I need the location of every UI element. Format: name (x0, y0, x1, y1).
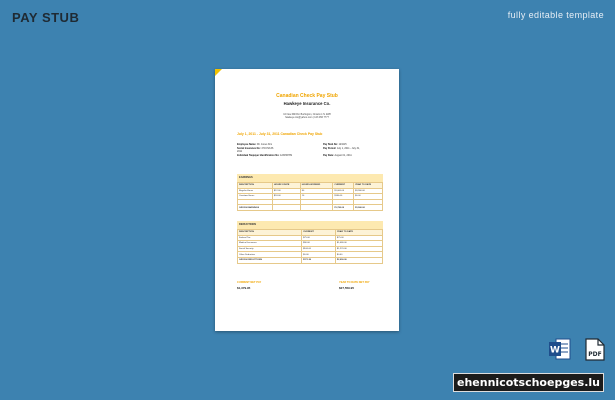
table-cell: $0.00 (335, 252, 382, 258)
info-row: Individual Taxpayer Identification No: 123456789 (237, 153, 292, 157)
table-cell: $1,080.00 (335, 241, 382, 247)
table-cell (300, 205, 333, 211)
table-cell: $371.26 (302, 257, 336, 263)
header-subtitle: fully editable template (507, 10, 604, 20)
table-cell: 80 (300, 188, 333, 194)
current-net-pay-label: CURRENT NET PAY (237, 281, 262, 284)
employee-info (237, 143, 292, 157)
pay-period-title: July 1, 2011 - July 31, 2011 Canadian Check Pay Stub (237, 132, 323, 136)
column-header: HOURS WORKED (300, 183, 333, 189)
ytd-net-pay-label: YEAR TO DATE NET PAY (339, 281, 370, 284)
column-header: YEAR TO DATE (335, 230, 382, 236)
info-row: Pay Date: August 01, 2011 (323, 153, 352, 157)
table-cell: GROSS DEDUCTIONS (238, 257, 302, 263)
table-cell: GROSS EARNINGS (238, 205, 273, 211)
document-title: Canadian Check Pay Stub (276, 93, 338, 99)
column-header: HOURLY RATE (272, 183, 300, 189)
table-cell: $3,900.00 (354, 188, 383, 194)
table-cell: $75.00 (302, 235, 336, 241)
ytd-net-pay-value: $27,559.95 (339, 286, 355, 290)
info-row: Pay Stub No: 123415 (323, 143, 347, 146)
table-cell: $160.00 (302, 246, 336, 252)
info-row: 2011 (237, 150, 243, 154)
info-row: Social Insurance No: 470172136 (237, 146, 274, 150)
earnings-heading: EARNINGS (237, 174, 383, 182)
current-net-pay-value: $1,379.95 (237, 286, 251, 290)
table-cell: $1,000.00 (333, 188, 354, 194)
table-cell: $1,270.00 (335, 246, 382, 252)
pdf-file-icon[interactable] (585, 338, 605, 361)
column-header: YEAR TO DATE (354, 183, 383, 189)
table-cell: $18.00 (272, 194, 300, 200)
table-cell: $180.00 (333, 194, 354, 200)
website-watermark: ehennicotschoepges.lu (453, 373, 604, 392)
column-header: DESCRIPTION (238, 230, 302, 236)
table-cell: $0.00 (302, 252, 336, 258)
header-title: PAY STUB (12, 10, 80, 25)
pay-info (323, 143, 360, 157)
table-cell: Overtime Hours (238, 194, 273, 200)
earnings-section (237, 174, 383, 211)
table-cell: $2,090.00 (335, 257, 382, 263)
table-cell: $3,900.00 (354, 205, 383, 211)
column-header: CURRENT (302, 230, 336, 236)
table-cell: Other Deduction (238, 252, 302, 258)
earnings-table (237, 182, 383, 211)
table-cell: Social Security (238, 246, 302, 252)
table-cell: 10 (300, 194, 333, 200)
pdf-icon-label: PDF (588, 351, 602, 358)
info-row: Employee Name: Mr. Jones Kim (237, 143, 273, 146)
corner-fold (215, 69, 222, 76)
deductions-table (237, 229, 383, 264)
pay-stub-document (215, 69, 399, 331)
table-cell: Federal Tax (238, 235, 302, 241)
table-cell: Regular Hours (238, 188, 273, 194)
word-file-icon[interactable] (549, 338, 571, 360)
table-cell: Medical Insurance (238, 241, 302, 247)
company-name: Hawkeye Insurance Co. (283, 101, 331, 106)
earnings-total-row (238, 205, 383, 211)
deductions-heading: DEDUCTIONS (237, 221, 383, 229)
table-cell: $1,780.00 (333, 205, 354, 211)
column-header: CURRENT (333, 183, 354, 189)
word-icon-letter: W (550, 345, 560, 356)
address-line-2: hawkeye.ins@yahoo.com | 123 456 7777 (285, 116, 329, 120)
column-header: DESCRIPTION (238, 183, 273, 189)
table-cell: $75.00 (335, 235, 382, 241)
table-cell (272, 205, 300, 211)
deductions-total-row (238, 257, 383, 263)
table-cell: $12.00 (272, 188, 300, 194)
table-cell: $0.00 (354, 194, 383, 200)
info-row: Pay Period: July 1, 2011 - July 31, (323, 146, 360, 150)
table-cell: $90.00 (302, 241, 336, 247)
company-address (215, 113, 399, 120)
deductions-section (237, 221, 383, 264)
address-line-1: 10 New Mill Rd. Burlington, Ontario L7L 2W8 (283, 113, 331, 116)
